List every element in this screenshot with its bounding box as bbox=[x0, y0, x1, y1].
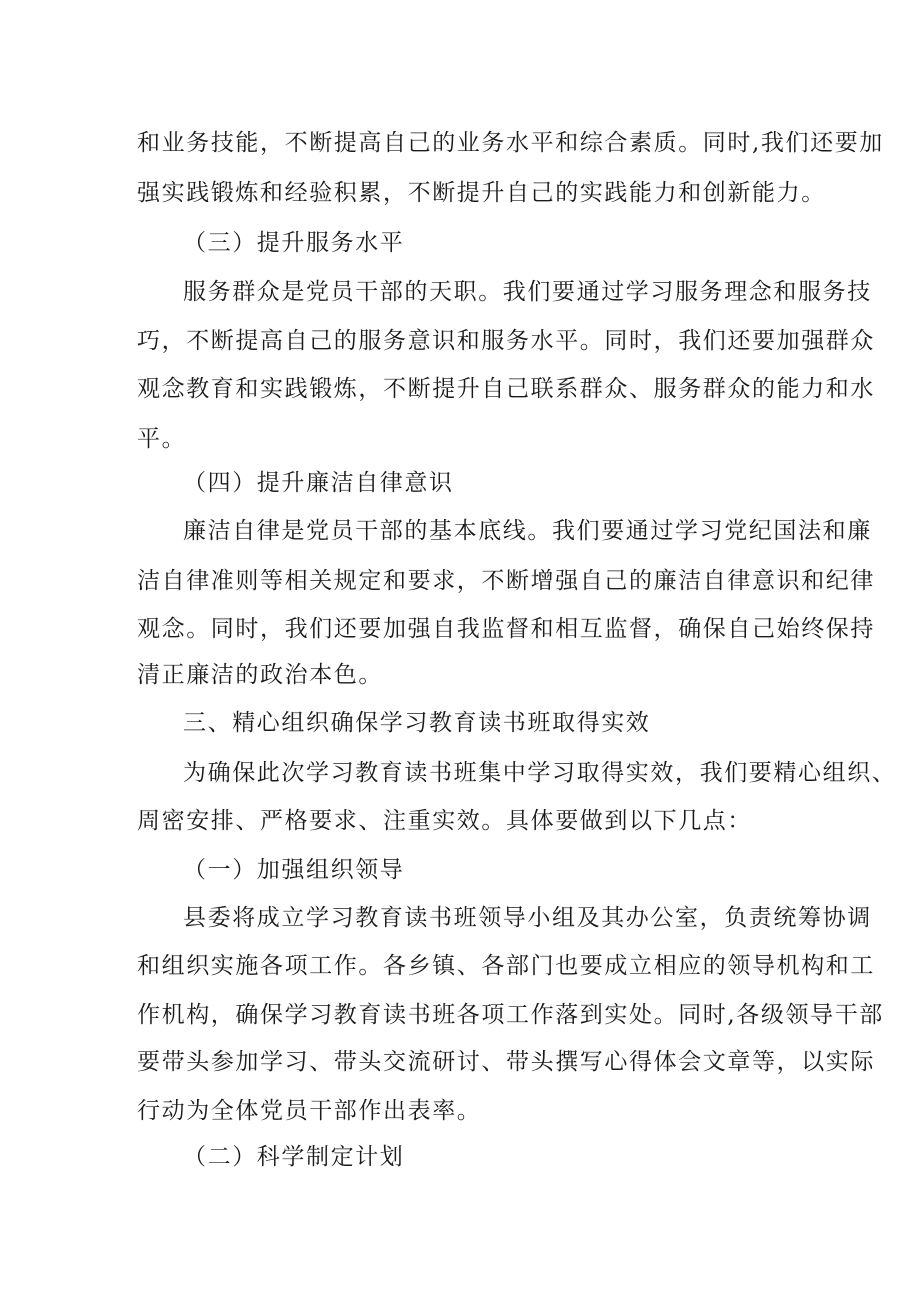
body-line: 作机构，确保学习教育读书班各项工作落到实处。同时,各级领导干部 bbox=[137, 1002, 884, 1028]
body-line: 和组织实施各项工作。各乡镇、各部门也要成立相应的领导机构和工 bbox=[137, 953, 875, 979]
body-line: 和业务技能，不断提高自己的业务水平和综合素质。同时,我们还要加 bbox=[137, 130, 884, 156]
body-line: 为确保此次学习教育读书班集中学习取得实效，我们要精心组织、 bbox=[183, 760, 897, 786]
body-line: 县委将成立学习教育读书班领导小组及其办公室，负责统筹协调 bbox=[183, 905, 872, 931]
body-line: 洁自律准则等相关规定和要求，不断增强自己的廉洁自律意识和纪律 bbox=[137, 568, 875, 594]
body-line: 清正廉洁的政治本色。 bbox=[137, 662, 383, 688]
body-line: 廉洁自律是党员干部的基本底线。我们要通过学习党纪国法和廉 bbox=[183, 518, 872, 544]
body-line: 行动为全体党员干部作出表率。 bbox=[137, 1098, 482, 1124]
body-line: 服务群众是党员干部的天职。我们要通过学习服务理念和服务技 bbox=[183, 279, 872, 305]
body-line: 周密安排、严格要求、注重实效。具体要做到以下几点： bbox=[137, 808, 752, 834]
section-heading: （二）科学制定计划 bbox=[183, 1144, 405, 1170]
section-heading: （一）加强组织领导 bbox=[183, 857, 405, 883]
body-line: 要带头参加学习、带头交流研讨、带头撰写心得体会文章等，以实际 bbox=[137, 1049, 875, 1075]
body-line: 平。 bbox=[137, 426, 187, 452]
body-line: 巧，不断提高自己的服务意识和服务水平。同时，我们还要加强群众 bbox=[137, 328, 875, 354]
body-line: 观念。同时，我们还要加强自我监督和相互监督，确保自己始终保持 bbox=[137, 616, 875, 642]
chapter-heading: 三、精心组织确保学习教育读书班取得实效 bbox=[183, 710, 651, 736]
section-heading: （四）提升廉洁自律意识 bbox=[183, 470, 454, 496]
body-line: 强实践锻炼和经验积累，不断提升自己的实践能力和创新能力。 bbox=[137, 180, 826, 206]
body-line: 观念教育和实践锻炼，不断提升自己联系群众、服务群众的能力和水 bbox=[137, 376, 875, 402]
section-heading: （三）提升服务水平 bbox=[183, 230, 405, 256]
